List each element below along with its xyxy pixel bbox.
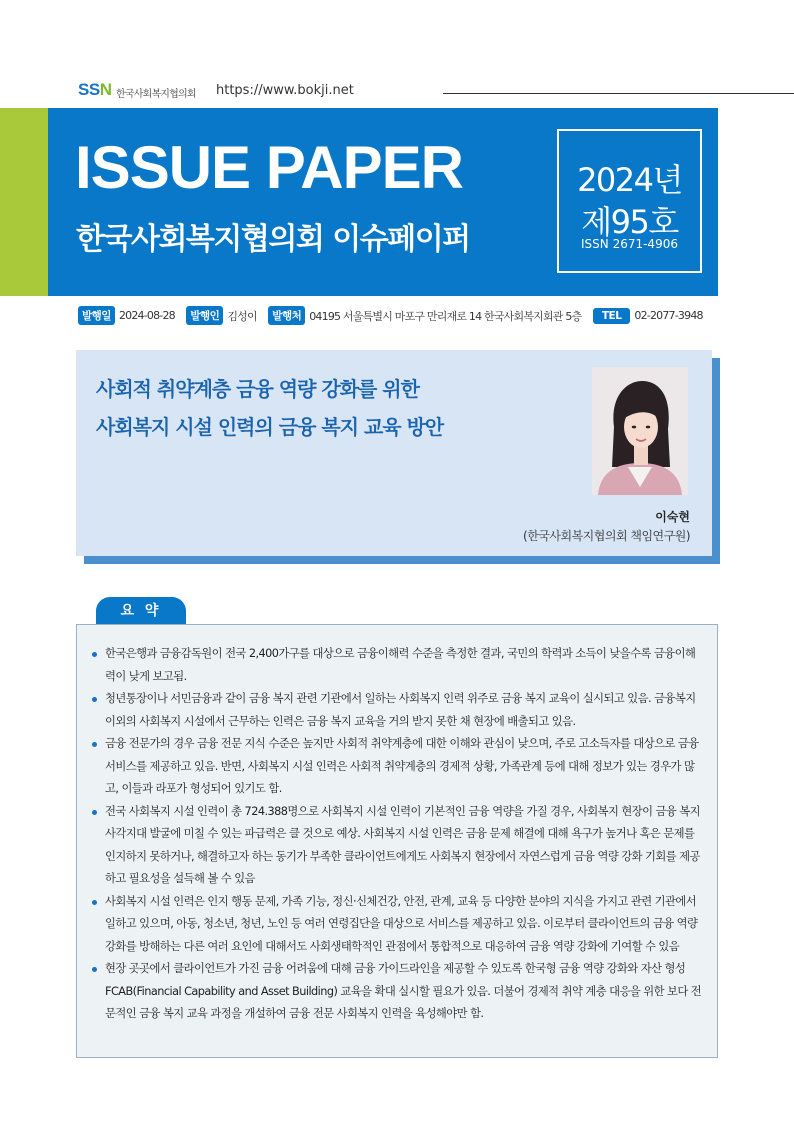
ssn-logo: SSN — [78, 80, 112, 99]
issue-number: 제95호 — [581, 203, 678, 241]
author-name: 이숙현 — [655, 510, 690, 524]
page-title: ISSUE PAPER — [75, 134, 463, 201]
tel: 02-2077-3948 — [634, 309, 703, 322]
tel-label: TEL — [593, 308, 631, 324]
article-title-line-2: 사회복지 시설 인력의 금융 복지 교육 방안 — [96, 415, 444, 439]
summary-item: 현장 곳곳에서 클라이언트가 가진 금융 어려움에 대해 금융 가이드라인을 제공할 수 있도록 한국형 금융 역량 강화와 자산 형성 FCAB(Financial Capability and Asset Building) 교육을 확대 실시할 필요가 있음. 더불어 경제적 취약 계층 대응을 위한 보다 전문적인 금융 복지 교육 과정을 개설하여 금융 전문 사회복지 인력을 육성해야만 함. — [92, 958, 702, 1026]
accent-strip — [0, 108, 48, 296]
issue-year: 2024년 — [577, 161, 682, 199]
summary-list — [92, 643, 702, 1026]
office-label: 발행처 — [268, 306, 305, 325]
summary-tab: 요 약 — [96, 597, 186, 625]
publication-info — [78, 306, 711, 324]
article-title — [96, 370, 443, 446]
author-affiliation: (한국사회복지협의회 책임연구원) — [523, 529, 690, 543]
summary-item: 전국 사회복지 시설 인력이 총 724.388명으로 사회복지 시설 인력이 기본적인 금융 역량을 가질 경우, 사회복지 현장이 금융 복지 사각지대 발굴에 미칠 수 있는 파급력은 클 것으로 예상. 사회복지 시설 인력은 금융 문제 해결에 대해 욕구가 높거나 혹은 문제를 인지하지 못하거나, 해결하고자 하는 동기가 부족한 클라이언트에게도 사회복지 현장에서 자연스럽게 금융 역량 강화 기회를 제공하고 필요성을 설득해 볼 수 있음 — [92, 801, 702, 891]
summary-item: 금융 전문가의 경우 금융 전문 지식 수준은 높지만 사회적 취약계층에 대한 이해와 관심이 낮으며, 주로 고소득자를 대상으로 금융 서비스를 제공하고 있음. 반면, 사회복지 시설 인력은 사회적 취약계층의 경제적 상황, 가족관계 등에 대해 정보가 있는 경우가 많고, 이들과 라포가 형성되어 있기도 함. — [92, 733, 702, 801]
summary-item: 사회복지 시설 인력은 인지 행동 문제, 가족 기능, 정신·신체건강, 안전, 관계, 교육 등 다양한 분야의 지식을 가지고 관련 기관에서 일하고 있으며, 아동, 청소년, 청년, 노인 등 여러 연령집단을 대상으로 서비스를 제공하고 있음. 이로부터 클라이언트의 금융 역량 강화를 방해하는 다른 여러 요인에 대해서도 사회생태학적인 관점에서 통합적으로 대응하여 금융 역량 강화에 기여할 수 있음 — [92, 891, 702, 959]
page-subtitle: 한국사회복지협의회 이슈페이퍼 — [76, 222, 470, 257]
author-portrait-icon — [592, 367, 688, 495]
article-title-line-1: 사회적 취약계층 금융 역량 강화를 위한 — [96, 377, 419, 401]
publisher: 김성이 — [227, 309, 257, 323]
office-address: 04195 서울특별시 마포구 만리재로 14 한국사회복지회관 5층 — [309, 309, 582, 323]
date-label: 발행일 — [78, 306, 115, 325]
divider — [443, 93, 794, 94]
org-name-small: 한국사회복지협의회 — [116, 89, 196, 100]
summary-item: 한국은행과 금융감독원이 전국 2,400가구를 대상으로 금융이해력 수준을 측정한 결과, 국민의 학력과 소득이 낮을수록 금융이해력이 낮게 보고됨. — [92, 643, 702, 688]
publish-date: 2024-08-28 — [118, 309, 175, 322]
summary-item: 청년통장이나 서민금융과 같이 금융 복지 관련 기관에서 일하는 사회복지 인력 위주로 금융 복지 교육이 실시되고 있음. 금융복지 이외의 사회복지 시설에서 근무하는 인력은 금융 복지 교육을 거의 받지 못한 채 현장에 배출되고 있음. — [92, 688, 702, 733]
issn: ISSN 2671-4906 — [581, 237, 678, 251]
author-photo — [592, 367, 688, 495]
issue-info-box — [557, 129, 702, 273]
top-bar — [78, 80, 718, 102]
publisher-label: 발행인 — [186, 306, 223, 325]
website-link[interactable]: https://www.bokji.net — [216, 83, 354, 98]
